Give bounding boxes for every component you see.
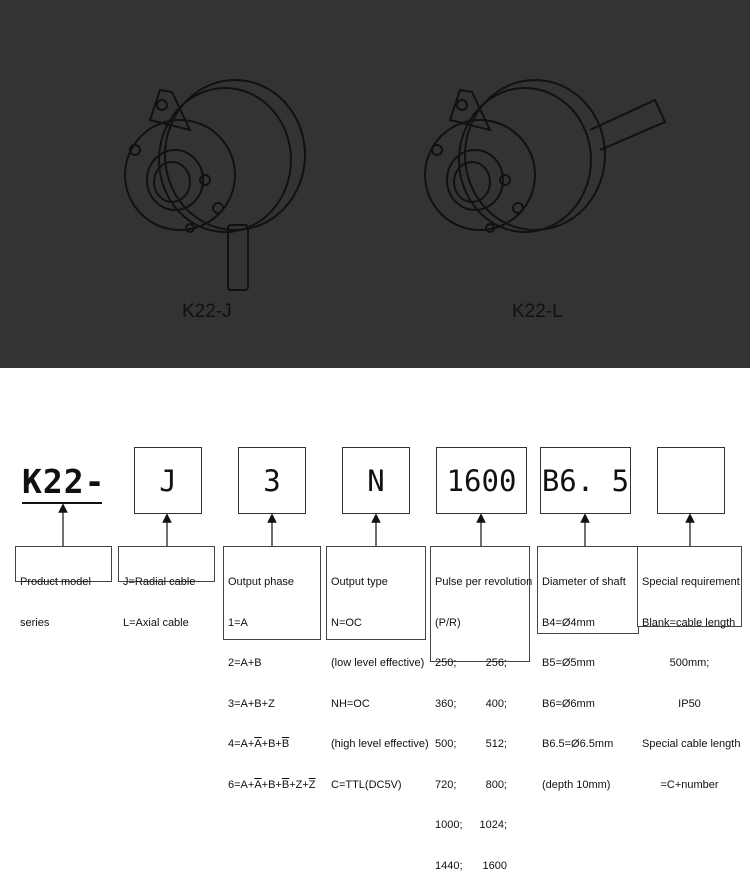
desc-cable xyxy=(118,546,215,629)
desc-phase-title: Output phase xyxy=(228,576,295,588)
pulse-value: 1600 xyxy=(482,859,507,872)
desc-output-line: NH=OC xyxy=(331,697,370,710)
desc-shaft-line: B5=Ø5mm xyxy=(542,657,595,669)
pulse-value: 400; xyxy=(485,697,507,710)
code-box-cable: J xyxy=(134,447,202,514)
pulse-row xyxy=(435,779,507,793)
desc-shaft xyxy=(537,546,639,791)
desc-shaft-line: B6.5=Ø6.5mm xyxy=(542,738,614,750)
desc-cable-line: L=Axial cable xyxy=(123,616,189,629)
phase4-part-inverted: $\overline{A}$ xyxy=(254,738,262,750)
desc-shaft-line: (depth 10mm) xyxy=(542,778,611,791)
pulse-row xyxy=(435,657,507,671)
pulse-value: 800; xyxy=(485,778,507,791)
pulse-value: 720; xyxy=(435,778,457,791)
desc-phase-line: 2=A+B xyxy=(228,657,262,669)
code-box-shaft: B6. 5 xyxy=(540,447,631,514)
desc-output xyxy=(326,546,429,791)
desc-shaft-line: B6=Ø6mm xyxy=(542,697,595,710)
phase4-part-inverted: $\overline{B}$ xyxy=(281,738,290,750)
desc-phase-line: 3=A+B+Z xyxy=(228,697,275,710)
desc-special-line: Special cable length xyxy=(642,738,741,750)
phase6-part: +Z+ xyxy=(289,778,309,791)
phase6-part-inverted: $\overline{A}$ xyxy=(254,778,262,791)
desc-special-line: Blank=cable length xyxy=(642,616,736,629)
desc-phase xyxy=(223,546,321,791)
pulse-value: 512; xyxy=(485,738,507,750)
desc-series xyxy=(15,546,112,629)
desc-output-line: Output type xyxy=(331,576,388,588)
desc-special-line: 500mm; xyxy=(669,657,710,669)
code-box-phase: 3 xyxy=(238,447,306,514)
pulse-row xyxy=(435,860,507,874)
code-series: K22- xyxy=(22,462,106,501)
pulse-value: 1440; xyxy=(435,859,463,872)
pulse-value: 1000; xyxy=(435,819,463,831)
desc-special-line: Special requirement xyxy=(642,576,740,588)
phase6-part-inverted: $\overline{B}$ xyxy=(281,778,290,791)
phase6-part: +B+ xyxy=(261,778,282,791)
desc-cable-line: J=Radial cable xyxy=(123,576,196,588)
desc-shaft-line: Diameter of shaft xyxy=(542,576,626,588)
phase6-part-inverted: $\overline{Z}$ xyxy=(308,778,316,791)
desc-output-line: N=OC xyxy=(331,616,362,629)
desc-pulse-unit: (P/R) xyxy=(435,616,461,629)
pulse-row xyxy=(435,698,507,712)
pulse-value: 250; xyxy=(435,657,457,669)
phase4-part: 4=A+ xyxy=(228,738,255,750)
model-label-left: K22-J xyxy=(182,301,232,322)
code-box-pulse: 1600 xyxy=(436,447,527,514)
desc-special-line: =C+number xyxy=(660,778,719,791)
desc-phase-line: 1=A xyxy=(228,616,248,629)
desc-pulse xyxy=(430,546,533,872)
desc-series-line: Product model xyxy=(20,576,91,588)
pulse-row xyxy=(435,819,507,833)
desc-shaft-line: B4=Ø4mm xyxy=(542,616,595,629)
code-box-output: N xyxy=(342,447,410,514)
desc-output-line: C=TTL(DC5V) xyxy=(331,778,402,791)
model-label-right: K22-L xyxy=(512,301,563,322)
desc-phase-line-6 xyxy=(228,779,316,793)
pulse-value: 500; xyxy=(435,738,457,750)
desc-output-line: (low level effective) xyxy=(331,657,425,669)
pulse-value: 360; xyxy=(435,697,457,710)
desc-series-line: series xyxy=(20,616,50,629)
desc-output-line: (high level effective) xyxy=(331,738,429,750)
desc-special xyxy=(637,546,742,791)
pulse-value: 256; xyxy=(485,657,507,669)
desc-phase-line-4 xyxy=(228,738,316,752)
pulse-row xyxy=(435,738,507,752)
phase4-part: +B+ xyxy=(261,738,282,750)
pulse-value: 1024; xyxy=(479,819,507,831)
phase6-part: 6=A+ xyxy=(228,778,255,791)
desc-special-line: IP50 xyxy=(678,697,701,710)
desc-pulse-title: Pulse per revolution xyxy=(435,576,533,588)
